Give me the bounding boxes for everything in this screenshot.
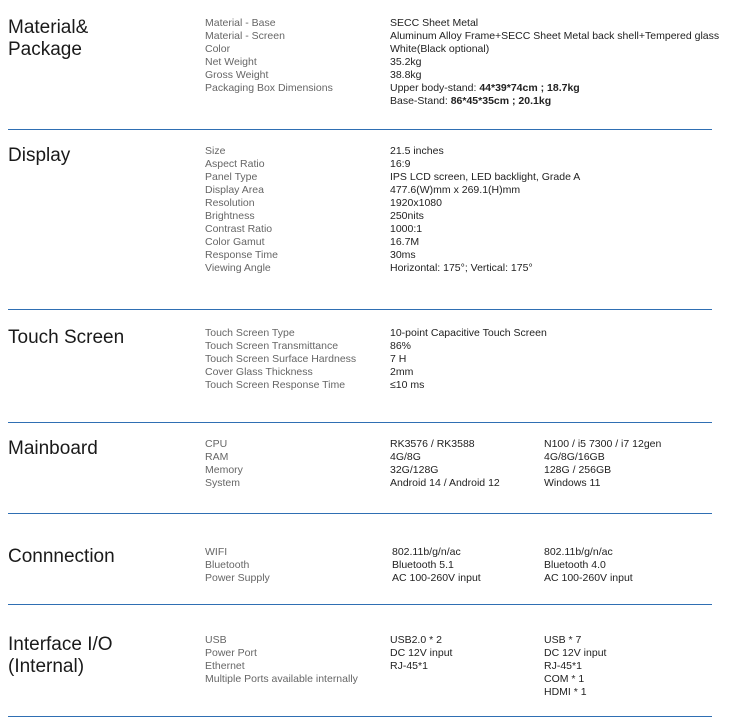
spec-value: ≤10 ms — [390, 379, 425, 391]
section-title-mainboard: Mainboard — [8, 438, 98, 459]
spec-label: Touch Screen Type — [205, 327, 295, 339]
spec-label: RAM — [205, 451, 229, 463]
spec-value: Windows 11 — [544, 477, 601, 489]
spec-value: 38.8kg — [390, 69, 422, 81]
spec-values-windows — [544, 634, 606, 699]
spec-value: COM * 1 — [544, 673, 585, 685]
pack-prefix: Upper body-stand: — [390, 82, 480, 94]
spec-label: Cover Glass Thickness — [205, 366, 313, 378]
spec-value: 32G/128G — [390, 464, 439, 476]
spec-value: USB * 7 — [544, 634, 582, 646]
spec-value: 2mm — [390, 366, 414, 378]
section-divider — [8, 309, 712, 310]
spec-label: CPU — [205, 438, 228, 450]
spec-label: Aspect Ratio — [205, 158, 265, 170]
spec-value: USB2.0 * 2 — [390, 634, 442, 646]
spec-label: Brightness — [205, 210, 255, 222]
spec-labels — [205, 327, 356, 392]
spec-label: Power Supply — [205, 572, 270, 584]
spec-value: 802.11b/g/n/ac — [544, 546, 613, 558]
spec-value: 16:9 — [390, 158, 411, 170]
spec-value: Aluminum Alloy Frame+SECC Sheet Metal back shell+Tempered glass — [390, 30, 720, 42]
spec-value: 4G/8G/16GB — [544, 451, 605, 463]
spec-value: 477.6(W)mm x 269.1(H)mm — [390, 184, 521, 196]
spec-label: Contrast Ratio — [205, 223, 273, 235]
spec-values-android — [392, 546, 481, 585]
spec-value: 86% — [390, 340, 412, 352]
pack-prefix: Base-Stand: — [390, 95, 451, 107]
spec-label: USB — [205, 634, 227, 646]
spec-value: 250nits — [390, 210, 424, 222]
spec-labels — [205, 634, 358, 686]
spec-value: DC 12V input — [544, 647, 607, 659]
spec-values — [390, 17, 719, 108]
spec-label: System — [205, 477, 241, 489]
spec-label: Touch Screen Surface Hardness — [205, 353, 357, 365]
spec-values-android — [390, 438, 500, 490]
spec-label: Resolution — [205, 197, 255, 209]
spec-values — [390, 145, 580, 275]
spec-value-packaging-upper — [390, 82, 719, 95]
section-title-material-package: Material& Package — [8, 17, 89, 60]
spec-value: AC 100-260V input — [544, 572, 633, 584]
section-title-display: Display — [8, 145, 71, 166]
spec-value: 1000:1 — [390, 223, 423, 235]
section-divider — [8, 422, 712, 423]
spec-label: Material - Screen — [205, 30, 285, 42]
spec-label: Color Gamut — [205, 236, 265, 248]
pack-bold: 44*39*74cm ; 18.7kg — [479, 82, 580, 94]
section-divider — [8, 716, 712, 717]
spec-value: RJ-45*1 — [544, 660, 582, 672]
spec-label: Power Port — [205, 647, 257, 659]
spec-value-packaging-base — [390, 95, 719, 108]
spec-value: White(Black optional) — [390, 43, 490, 55]
spec-value: 1920x1080 — [390, 197, 442, 209]
spec-value: 16.7M — [390, 236, 420, 248]
spec-label: WIFI — [205, 546, 228, 558]
spec-label: Display Area — [205, 184, 264, 196]
spec-labels — [205, 17, 333, 95]
spec-value: 7 H — [390, 353, 407, 365]
spec-value: 35.2kg — [390, 56, 422, 68]
spec-label: Multiple Ports available internally — [205, 673, 358, 685]
spec-values-windows — [544, 438, 661, 490]
spec-label: Material - Base — [205, 17, 276, 29]
spec-label: Touch Screen Transmittance — [205, 340, 339, 352]
section-title-interface-io: Interface I/O (Internal) — [8, 634, 113, 677]
spec-label: Response Time — [205, 249, 278, 261]
pack-bold: 86*45*35cm ; 20.1kg — [450, 95, 552, 107]
spec-value: DC 12V input — [390, 647, 453, 659]
section-divider — [8, 604, 712, 605]
spec-value: Bluetooth 4.0 — [544, 559, 606, 571]
spec-labels — [205, 438, 243, 490]
spec-label: Bluetooth — [205, 559, 250, 571]
spec-label: Gross Weight — [205, 69, 269, 81]
section-title-connection: Connnection — [8, 546, 115, 567]
spec-value: RJ-45*1 — [390, 660, 428, 672]
spec-label: Touch Screen Response Time — [205, 379, 346, 391]
spec-label: Viewing Angle — [205, 262, 271, 274]
spec-value: SECC Sheet Metal — [390, 17, 479, 29]
spec-label: Panel Type — [205, 171, 258, 183]
spec-values — [390, 327, 547, 392]
spec-value: N100 / i5 7300 / i7 12gen — [544, 438, 662, 450]
spec-value: HDMI * 1 — [544, 686, 587, 698]
spec-label: Color — [205, 43, 231, 55]
spec-value: 128G / 256GB — [544, 464, 612, 476]
spec-values-windows — [544, 546, 633, 585]
spec-value: Bluetooth 5.1 — [392, 559, 454, 571]
spec-value: Horizontal: 175°; Vertical: 175° — [390, 262, 533, 274]
spec-value: Android 14 / Android 12 — [390, 477, 500, 489]
spec-label: Net Weight — [205, 56, 257, 68]
spec-value: AC 100-260V input — [392, 572, 481, 584]
spec-label: Ethernet — [205, 660, 245, 672]
section-divider — [8, 513, 712, 514]
spec-label: Memory — [205, 464, 243, 476]
spec-value: 4G/8G — [390, 451, 421, 463]
spec-value: 30ms — [390, 249, 416, 261]
section-title-touch-screen: Touch Screen — [8, 327, 125, 348]
spec-label: Size — [205, 145, 226, 157]
spec-labels — [205, 546, 270, 585]
spec-value: 21.5 inches — [390, 145, 444, 157]
spec-value: IPS LCD screen, LED backlight, Grade A — [390, 171, 581, 183]
spec-value: 802.11b/g/n/ac — [392, 546, 461, 558]
spec-value: RK3576 / RK3588 — [390, 438, 475, 450]
spec-value: 10-point Capacitive Touch Screen — [390, 327, 547, 339]
spec-labels — [205, 145, 278, 275]
spec-values-android — [390, 634, 452, 673]
section-divider — [8, 129, 712, 130]
spec-label: Packaging Box Dimensions — [205, 82, 333, 94]
